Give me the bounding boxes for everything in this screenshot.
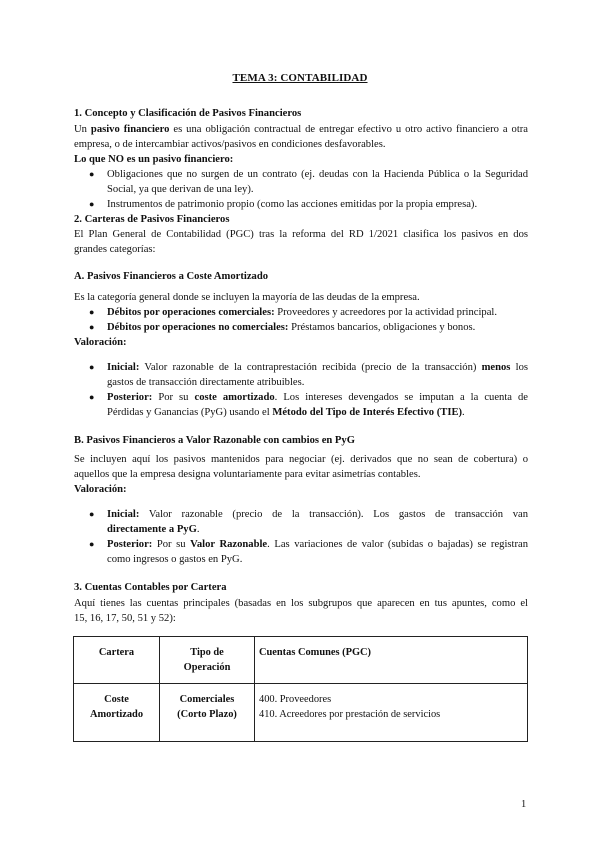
cell-cartera: Coste Amortizado — [74, 684, 160, 742]
section-2-heading: 2. Carteras de Pasivos Financieros — [74, 214, 230, 225]
cell-cuentas: 400. Proveedores 410. Acreedores por prestación de servicios — [255, 684, 528, 742]
section-b-heading: B. Pasivos Financieros a Valor Razonable con cambios en PyG — [74, 435, 355, 446]
not-liability-bullet-2: Instrumentos de patrimonio propio (como las acciones emitidas por la propia empresa). — [107, 199, 478, 210]
definition-line-1: Un pasivo financiero es una obligación contractual de entregar efectivo u otro activo financiero a otra — [74, 124, 528, 135]
section-a-val-posterior-line-2: Pérdidas y Ganancias (PyG) usando el Método del Tipo de Interés Efectivo (TIE). — [107, 407, 465, 418]
bullet-dot: ● — [89, 199, 95, 209]
section-b-val-inicial-line-2: directamente a PyG. — [107, 524, 200, 535]
section-b-val-posterior-line-2: como ingresos o gastos en PyG. — [107, 554, 243, 565]
section-a-val-inicial-line-1: Inicial: Valor razonable de la contraprestación recibida (precio de la transacción) menos los — [107, 362, 528, 373]
accounts-table — [73, 636, 528, 742]
section-1-heading: 1. Concepto y Clasificación de Pasivos Financieros — [74, 108, 302, 119]
section-a-bullet-1: Débitos por operaciones comerciales: Proveedores y acreedores por la actividad principal. — [107, 307, 497, 318]
bullet-dot: ● — [89, 322, 95, 332]
bullet-dot: ● — [89, 307, 95, 317]
section-3-heading: 3. Cuentas Contables por Cartera — [74, 582, 227, 593]
cell-tipo-operacion: Comerciales (Corto Plazo) — [160, 684, 255, 742]
section-a-val-inicial-line-2: gastos de transacción directamente atribuibles. — [107, 377, 305, 388]
bullet-dot: ● — [89, 362, 95, 372]
section-b-intro-line-2: aquellos que la empresa designa voluntariamente para evitar asimetrías contables. — [74, 469, 421, 480]
section-a-bullet-2: Débitos por operaciones no comerciales: Préstamos bancarios, obligaciones y bonos. — [107, 322, 476, 333]
section-b-val-inicial-line-1: Inicial: Valor razonable (precio de la transacción). Los gastos de transacción van — [107, 509, 528, 520]
bullet-dot: ● — [89, 509, 95, 519]
definition-term: pasivo financiero — [90, 124, 170, 135]
bullet-dot: ● — [89, 539, 95, 549]
section-b-val-posterior-line-1: Posterior: Por su Valor Razonable. Las variaciones de valor (subidas o bajadas) se registran — [107, 539, 528, 550]
table-header-row — [74, 637, 528, 684]
section-a-valoracion-label: Valoración: — [74, 337, 127, 348]
section-2-intro-line-1: El Plan General de Contabilidad (PGC) tras la reforma del RD 1/2021 clasifica los pasivos en dos — [74, 229, 528, 240]
section-a-intro: Es la categoría general donde se incluyen la mayoría de las deudas de la empresa. — [74, 292, 420, 303]
table-row — [74, 684, 528, 742]
section-a-heading: A. Pasivos Financieros a Coste Amortizado — [74, 271, 269, 282]
page-number: 1 — [521, 799, 527, 810]
definition-line-2: empresa, o de intercambiar activos/pasivos en condiciones desfavorables. — [74, 139, 386, 150]
header-cuentas-comunes: Cuentas Comunes (PGC) — [255, 637, 528, 684]
section-a-val-posterior-line-1: Posterior: Por su coste amortizado. Los intereses devengados se imputan a la cuenta de — [107, 392, 528, 403]
section-3-intro-line-1: Aquí tienes las cuentas principales (basadas en los subgrupos que aparecen en tus apuntes, como el — [74, 598, 528, 609]
bullet-dot: ● — [89, 169, 95, 179]
section-b-valoracion-label: Valoración: — [74, 484, 127, 495]
document-title: TEMA 3: CONTABILIDAD — [232, 72, 368, 84]
not-liability-bullet-1-line-2: Social, ya que derivan de una ley). — [107, 184, 254, 195]
header-cartera: Cartera — [74, 637, 160, 684]
section-3-intro-line-2: 15, 16, 17, 50, 51 y 52): — [74, 613, 176, 624]
not-liability-bullet-1-line-1: Obligaciones que no surgen de un contrato (ej. deudas con la Hacienda Pública o la Seguridad — [107, 169, 528, 180]
section-b-intro-line-1: Se incluyen aquí los pasivos mantenidos para negociar (ej. derivados que no sean de cobertura) o — [74, 454, 528, 465]
bullet-dot: ● — [89, 392, 95, 402]
section-2-intro-line-2: grandes categorías: — [74, 244, 156, 255]
not-liability-heading: Lo que NO es un pasivo financiero: — [74, 154, 234, 165]
header-tipo-operacion: Tipo de Operación — [160, 637, 255, 684]
